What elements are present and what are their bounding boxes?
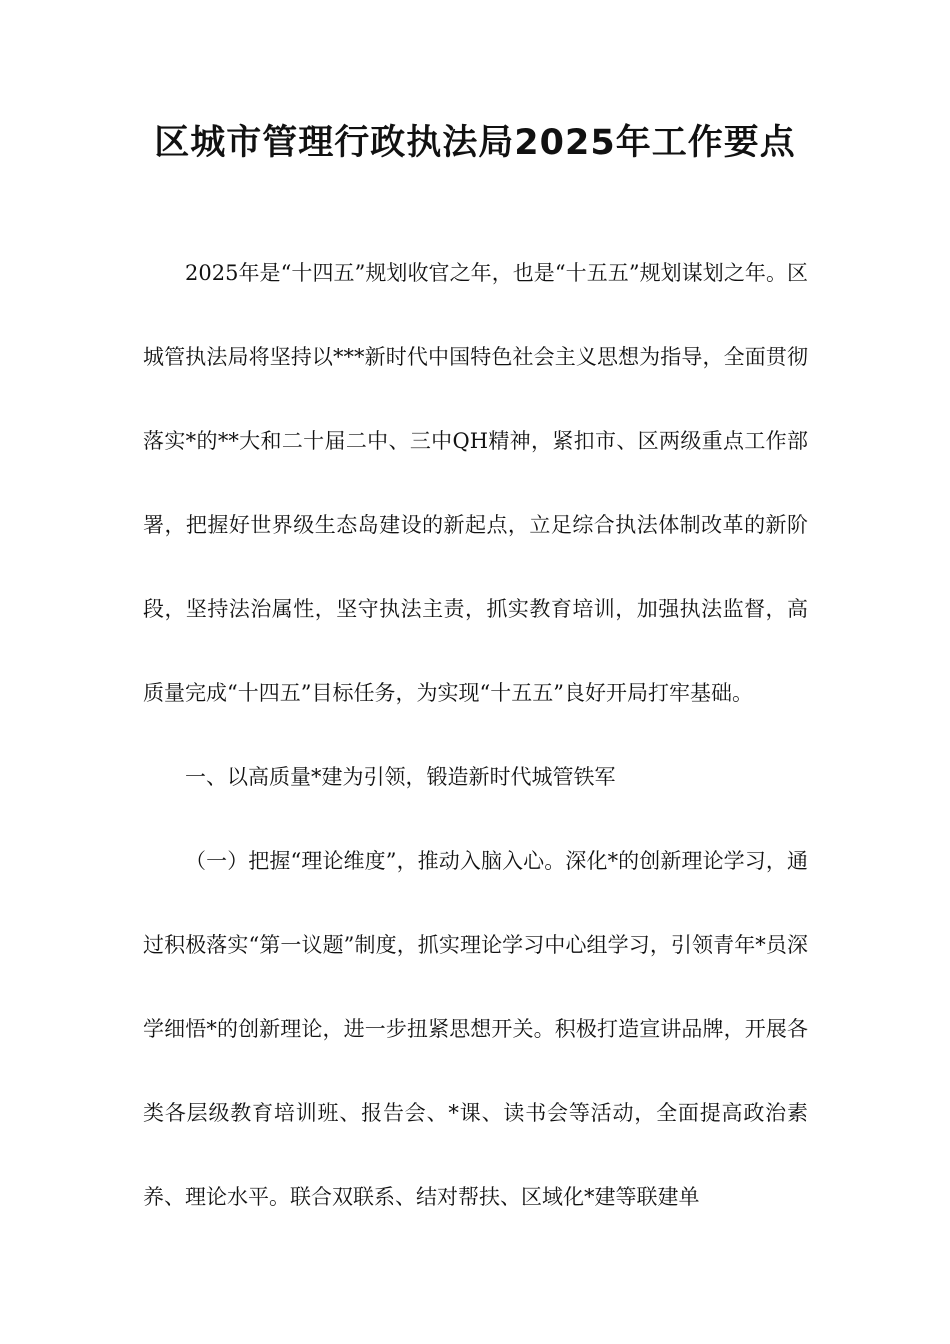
document-body	[143, 231, 808, 1239]
document-title: 区城市管理行政执法局2025年工作要点	[154, 123, 796, 163]
section-heading-1: 一、以高质量*建为引领，锻造新时代城管铁军	[185, 765, 616, 789]
subsection-paragraph-1: （一）把握“理论维度”，推动入脑入心。深化*的创新理论学习，通过积极落实“第一议题”制度，抓实理论学习中心组学习，引领青年*员深学细悟*的创新理论，进一步扭紧思想开关。积极打造宣讲品牌，开展各类各层级教育培训班、报告会、*课、读书会等活动，全面提高政治素养、理论水平。联合双联系、结对帮扶、区域化*建等联建单	[143, 849, 808, 1209]
intro-paragraph: 2025年是“十四五”规划收官之年，也是“十五五”规划谋划之年。区城管执法局将坚持以***新时代中国特色社会主义思想为指导，全面贯彻落实*的**大和二十届二中、三中QH精神，紧扣市、区两级重点工作部署，把握好世界级生态岛建设的新起点，立足综合执法体制改革的新阶段，坚持法治属性，坚守执法主责，抓实教育培训，加强执法监督，高质量完成“十四五”目标任务，为实现“十五五”良好开局打牢基础。	[143, 261, 808, 705]
